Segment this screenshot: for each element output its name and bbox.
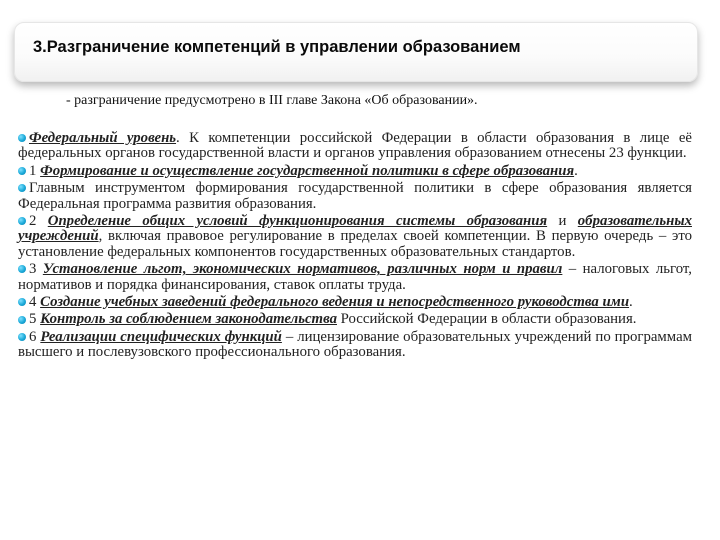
function-number: 5: [29, 311, 41, 328]
bullet-icon: [18, 184, 26, 192]
function-3-heading: Установление льгот, экономических нормативов, различных норм и правил: [42, 261, 563, 278]
body-text: [18, 131, 692, 363]
function-4-text: .: [629, 294, 633, 311]
function-1-heading: Формирование и осуществление государственной политики в сфере образования: [40, 162, 575, 179]
paragraph-function-3: [18, 262, 692, 293]
bullet-icon: [18, 217, 26, 225]
bullet-icon: [18, 134, 26, 142]
function-2-connector: и: [547, 213, 578, 230]
function-number: 3: [29, 261, 43, 278]
function-number: 6: [29, 328, 41, 345]
bullet-icon: [18, 298, 26, 306]
slide-title: 3.Разграничение компетенций в управлении образованием: [33, 38, 521, 56]
paragraph-function-4: [18, 295, 692, 310]
function-number: 2: [29, 213, 48, 230]
function-5-text: Российской Федерации в области образования.: [336, 311, 637, 328]
bullet-icon: [18, 265, 26, 273]
paragraph-federal-level: [18, 131, 692, 162]
slide-subtitle: - разграничение предусмотрено в III главе Закона «Об образовании».: [66, 93, 478, 108]
paragraph-function-1: [18, 164, 692, 179]
function-6-heading: Реализации специфических функций: [40, 328, 282, 345]
bullet-icon: [18, 167, 26, 175]
function-number: 4: [29, 294, 41, 311]
federal-level-text: . К компетенции российской Федерации в области образования в лице её федеральных органов государственной власти и органов управления образованием отнесены 23 функции.: [18, 130, 692, 162]
function-4-heading: Создание учебных заведений федерального ведения и непосредственного руководства ими: [40, 294, 630, 311]
federal-level-heading: Федеральный уровень: [29, 130, 177, 146]
function-2-heading-2: образовательных учреждений: [18, 213, 692, 245]
function-2-text: , включая правовое регулирование в пределах своей компетенции. В первую очередь – это установление федеральных компонентов государственных образовательных стандартов.: [18, 228, 692, 260]
function-3-text: – налоговых льгот, нормативов и порядка финансирования, ставок оплаты труда.: [18, 261, 692, 293]
main-instrument-text: Главным инструментом формирования государственной политики в сфере образования является Федеральная программа развития образования.: [18, 180, 692, 212]
paragraph-function-6: [18, 330, 692, 361]
paragraph-function-5: [18, 312, 692, 327]
bullet-icon: [18, 316, 26, 324]
function-5-heading: Контроль за соблюдением законодательства: [40, 311, 337, 328]
function-6-text: – лицензирование образовательных учреждений по программам высшего и послевузовского профессионального образования.: [18, 328, 692, 361]
paragraph-main-instrument: [18, 181, 692, 212]
function-number: 1: [29, 162, 41, 179]
paragraph-function-2: [18, 214, 692, 260]
bullet-icon: [18, 333, 26, 341]
function-1-text: .: [574, 162, 578, 179]
function-2-heading: Определение общих условий функционирования системы образования: [47, 213, 548, 230]
